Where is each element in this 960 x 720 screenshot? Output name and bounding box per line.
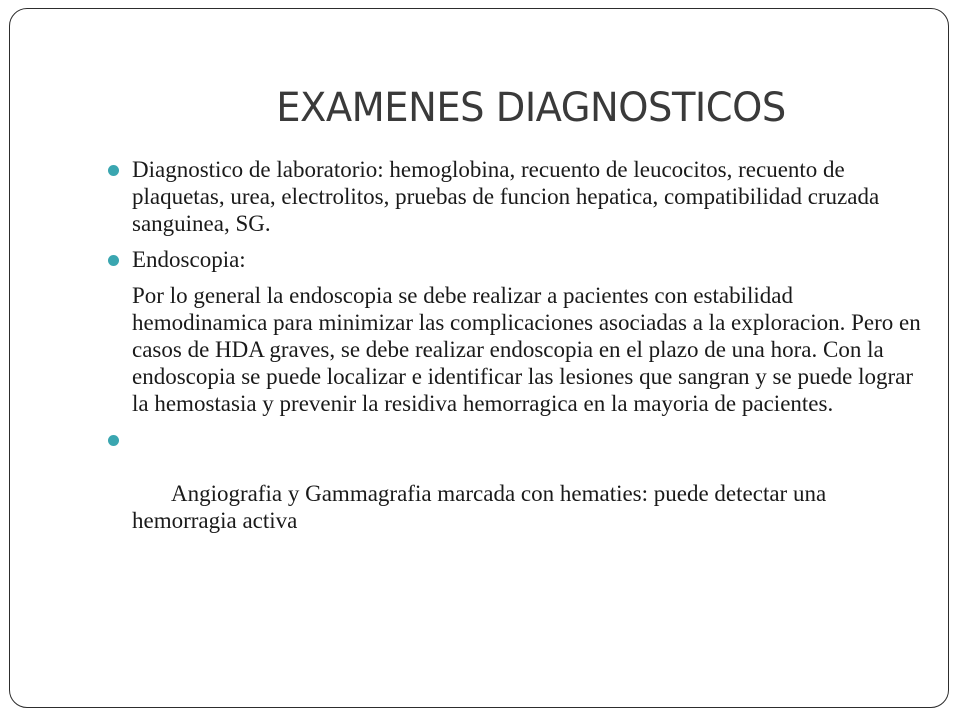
paragraph-text: Por lo general la endoscopia se debe realizar a pacientes con estabilidad hemodinamica para minimizar las complicaciones asociadas a la exploracion. Pero en casos de HDA graves, se debe realizar endoscopia en el plazo de una hora. Con la endoscopia se puede localizar e identificar las lesiones que sangran y se puede lograr la hemostasia y prevenir la residiva hemorragica en la mayoria de pacientes.	[132, 283, 921, 416]
bullet-dot-icon	[108, 255, 119, 266]
bullet-text: Endoscopia:	[132, 247, 246, 272]
bullet-text: Diagnostico de laboratorio: hemoglobina, recuento de leucocitos, recuento de plaquetas, urea, electrolitos, pruebas de funcion hepatica, compatibilidad cruzada sanguinea, SG.	[132, 157, 880, 236]
bullet-item-endoscopia	[104, 246, 924, 273]
slide-title: EXAMENES DIAGNOSTICOS	[276, 85, 786, 131]
bullet-dot-icon	[108, 435, 119, 446]
bullet-dot-icon	[108, 165, 119, 176]
bullet-item-angiografia	[104, 426, 924, 561]
bullet-text: Angiografia y Gammagrafia marcada con hematies: puede detectar una hemorragia activa	[132, 481, 832, 533]
endoscopia-description	[104, 282, 924, 417]
bullet-item-laboratorio	[104, 156, 924, 237]
slide-content	[104, 156, 924, 570]
